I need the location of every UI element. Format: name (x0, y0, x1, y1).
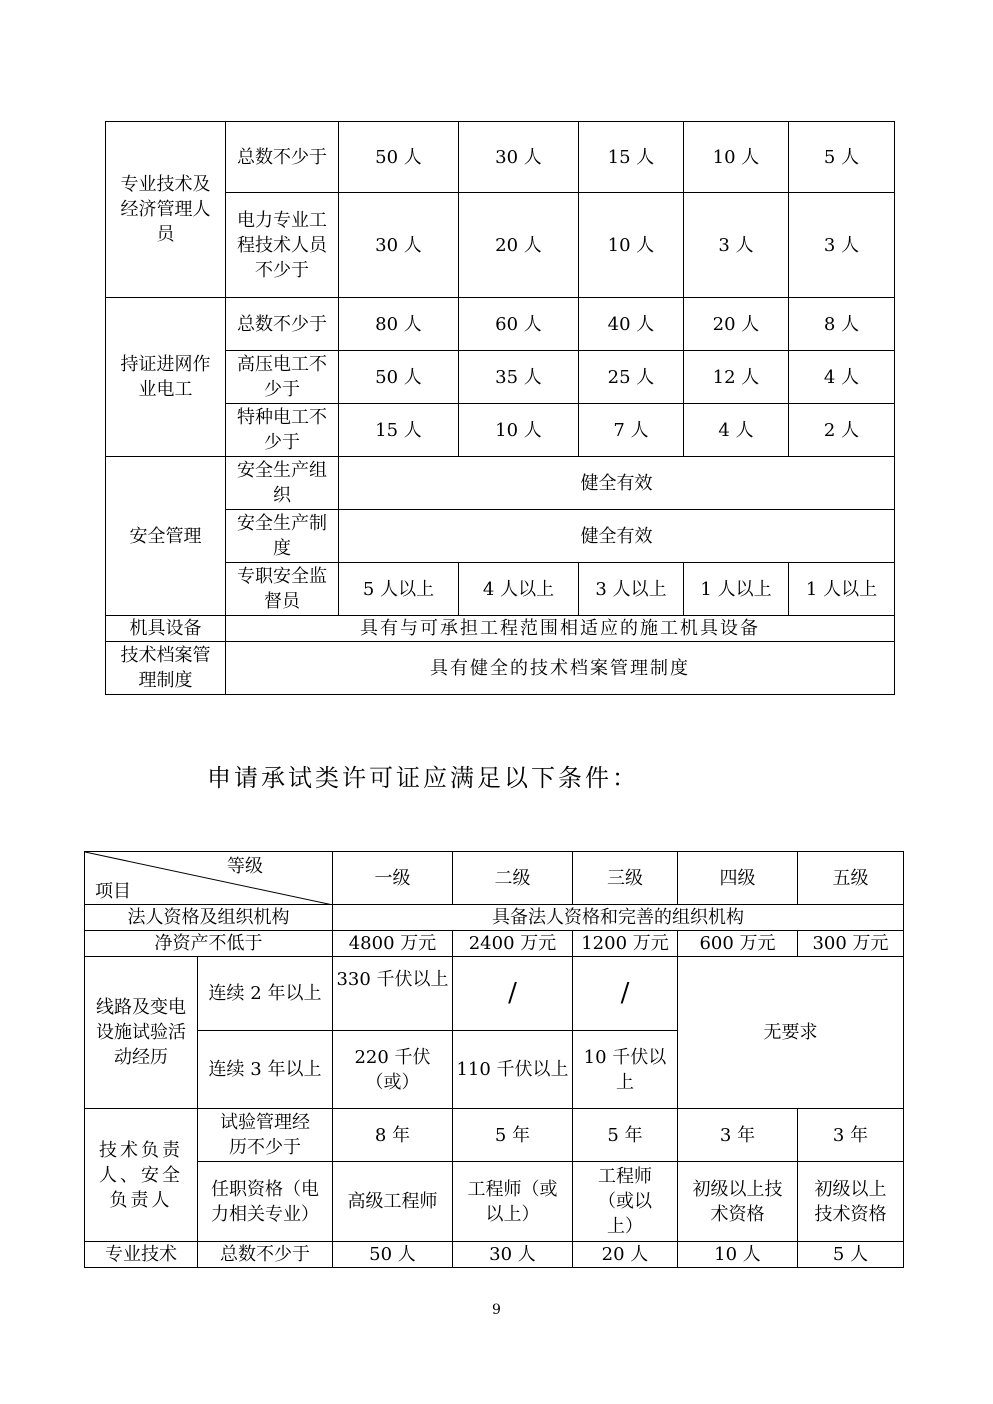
merged-value-cell: 具有与可承担工程范围相适应的施工机具设备 (226, 616, 895, 642)
value-cell: 10 人 (684, 122, 789, 193)
value-cell: 8 年 (333, 1109, 453, 1162)
value-cell: / (573, 957, 678, 1031)
value-cell: 2400 万元 (453, 931, 573, 957)
value-cell: 40 人 (579, 298, 684, 351)
row-label: 法人资格及组织机构 (85, 905, 333, 931)
value-cell: 3 年 (678, 1109, 798, 1162)
value-cell: 10 人 (459, 404, 579, 457)
level-header-label: 等级 (227, 856, 263, 877)
value-cell: 5 人 (798, 1242, 904, 1268)
value-cell: 8 人 (789, 298, 895, 351)
value-cell: 4 人 (684, 404, 789, 457)
value-cell: 初级以上技术资格 (678, 1162, 798, 1242)
merged-value-cell: 健全有效 (339, 457, 895, 510)
row-sub-label: 连续 3 年以上 (198, 1031, 333, 1109)
value-cell: 110 千伏以上 (453, 1031, 573, 1109)
row-sub-label: 总数不少于 (226, 122, 339, 193)
value-cell: 3 人以上 (579, 563, 684, 616)
merged-value-cell: 无要求 (678, 957, 904, 1109)
page-number: 9 (492, 1302, 501, 1318)
row-sub-label: 安全生产组织 (226, 457, 339, 510)
level-header: 三级 (573, 852, 678, 905)
merged-value-cell: 具有健全的技术档案管理制度 (226, 642, 895, 695)
table-row (106, 457, 895, 510)
value-cell: / (453, 957, 573, 1031)
value-cell: 4800 万元 (333, 931, 453, 957)
table-row (106, 642, 895, 695)
row-sub-label: 总数不少于 (226, 298, 339, 351)
value-cell: 20 人 (573, 1242, 678, 1268)
row-sub-label: 总数不少于 (198, 1242, 333, 1268)
value-cell: 80 人 (339, 298, 459, 351)
item-header-label: 项目 (95, 881, 131, 902)
value-cell: 50 人 (339, 122, 459, 193)
value-cell: 20 人 (684, 298, 789, 351)
value-cell: 5 年 (573, 1109, 678, 1162)
row-sub-label: 电力专业工程技术人员不少于 (226, 193, 339, 298)
row-sub-label: 试验管理经历不少于 (198, 1109, 333, 1162)
value-cell: 5 人以上 (339, 563, 459, 616)
value-cell: 3 人 (684, 193, 789, 298)
row-group-label: 机具设备 (106, 616, 226, 642)
row-group-label: 专业技术 (85, 1242, 198, 1268)
value-cell: 5 人 (789, 122, 895, 193)
level-header: 一级 (333, 852, 453, 905)
merged-value-cell: 健全有效 (339, 510, 895, 563)
diagonal-header-cell (85, 852, 333, 905)
table-row (85, 957, 904, 1031)
value-cell: 7 人 (579, 404, 684, 457)
value-cell: 300 万元 (798, 931, 904, 957)
row-group-label: 技术档案管理制度 (106, 642, 226, 695)
value-cell: 600 万元 (678, 931, 798, 957)
row-group-label: 专业技术及经济管理人员 (106, 122, 226, 298)
value-cell: 4 人以上 (459, 563, 579, 616)
value-cell: 5 年 (453, 1109, 573, 1162)
level-header: 五级 (798, 852, 904, 905)
table-row (106, 616, 895, 642)
value-cell: 10 人 (678, 1242, 798, 1268)
table-row (85, 1242, 904, 1268)
value-cell: 1200 万元 (573, 931, 678, 957)
value-cell: 330 千伏以上 (333, 957, 453, 1031)
value-cell: 15 人 (339, 404, 459, 457)
value-cell: 工程师（或以上） (573, 1162, 678, 1242)
table-row (85, 931, 904, 957)
table-row (106, 298, 895, 351)
row-sub-label: 任职资格（电力相关专业） (198, 1162, 333, 1242)
row-group-label: 安全管理 (106, 457, 226, 616)
value-cell: 20 人 (459, 193, 579, 298)
value-cell: 220 千伏（或） (333, 1031, 453, 1109)
row-sub-label: 高压电工不少于 (226, 351, 339, 404)
table-row (106, 122, 895, 193)
level-header: 四级 (678, 852, 798, 905)
table-row (85, 1109, 904, 1162)
value-cell: 工程师（或以上） (453, 1162, 573, 1242)
value-cell: 15 人 (579, 122, 684, 193)
table-row (85, 905, 904, 931)
value-cell: 12 人 (684, 351, 789, 404)
row-sub-label: 特种电工不少于 (226, 404, 339, 457)
value-cell: 10 千伏以上 (573, 1031, 678, 1109)
value-cell: 30 人 (459, 122, 579, 193)
table-row (85, 1162, 904, 1242)
value-cell: 30 人 (339, 193, 459, 298)
value-cell: 30 人 (453, 1242, 573, 1268)
value-cell: 60 人 (459, 298, 579, 351)
personnel-requirements-table (105, 121, 895, 695)
value-cell: 50 人 (339, 351, 459, 404)
header-row (85, 852, 904, 905)
section-heading: 申请承试类许可证应满足以下条件： (207, 764, 639, 792)
value-cell: 3 人 (789, 193, 895, 298)
row-sub-label: 专职安全监督员 (226, 563, 339, 616)
level-header: 二级 (453, 852, 573, 905)
row-group-label: 技术负责人、安全负责人 (85, 1109, 198, 1242)
value-cell: 50 人 (333, 1242, 453, 1268)
value-cell: 35 人 (459, 351, 579, 404)
value-cell: 10 人 (579, 193, 684, 298)
row-group-label: 持证进网作业电工 (106, 298, 226, 457)
value-cell: 高级工程师 (333, 1162, 453, 1242)
value-cell: 3 年 (798, 1109, 904, 1162)
row-sub-label: 安全生产制度 (226, 510, 339, 563)
merged-value-cell: 具备法人资格和完善的组织机构 (333, 905, 904, 931)
testing-license-conditions-table (84, 851, 904, 1268)
value-cell: 25 人 (579, 351, 684, 404)
value-cell: 2 人 (789, 404, 895, 457)
value-cell: 1 人以上 (684, 563, 789, 616)
row-sub-label: 连续 2 年以上 (198, 957, 333, 1031)
value-cell: 初级以上技术资格 (798, 1162, 904, 1242)
value-cell: 4 人 (789, 351, 895, 404)
value-cell: 1 人以上 (789, 563, 895, 616)
row-label: 净资产不低于 (85, 931, 333, 957)
row-group-label: 线路及变电设施试验活动经历 (85, 957, 198, 1109)
